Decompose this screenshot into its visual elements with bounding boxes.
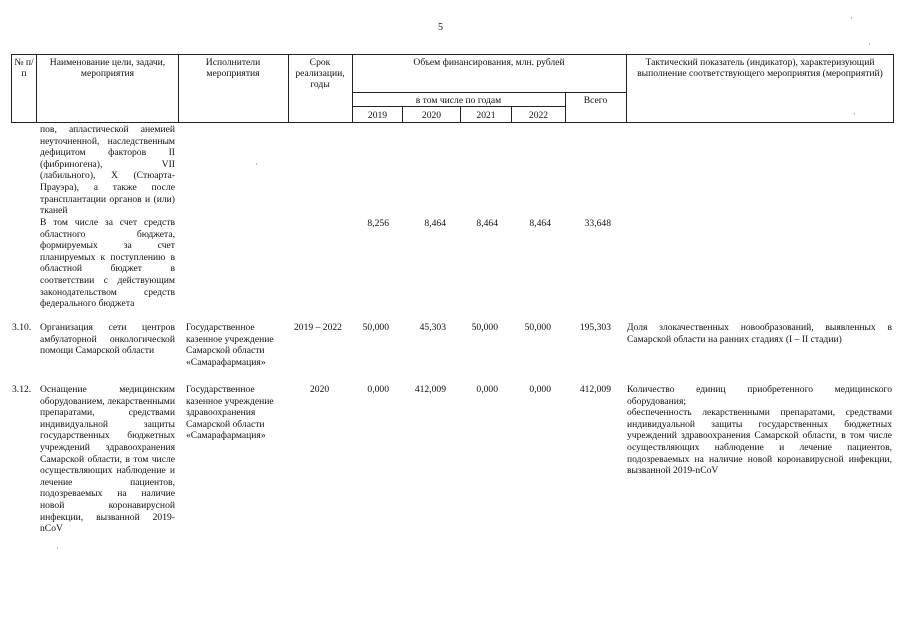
scan-mark: · (255, 160, 258, 169)
row-name: Оснащение медицинским оборудованием, лекарственными препаратами, средствами индивидуальной защиты государственных бюджетных учреждений здравоохранения Самарской области, в том числе осуществляющих наблюдение и лечение пациентов, подозреваемых на наличие новой коронавирусной инфекции, вызванной 2019-nCoV (40, 384, 175, 535)
row-indicator: Доля злокачественных новообразований, выявленных в Самарской области на ранних стадиях (I – II стадии) (627, 322, 892, 345)
divider (565, 92, 566, 123)
scan-mark: · (850, 14, 853, 23)
divider (36, 54, 37, 123)
header-by-years: в том числе по годам (415, 95, 502, 106)
value-2022: 8,464 (529, 218, 551, 229)
value-total: 412,009 (579, 384, 611, 395)
row-indicator (627, 384, 892, 477)
value-2021: 50,000 (471, 322, 498, 333)
value-2022: 0,000 (529, 384, 551, 395)
value-2022: 50,000 (524, 322, 551, 333)
row-term: 2019 – 2022 (294, 322, 342, 333)
header-year: 2020 (421, 110, 442, 121)
header-top-border (11, 54, 894, 55)
divider (288, 54, 289, 123)
value-total: 33,648 (584, 218, 611, 229)
value-2020: 45,303 (419, 322, 446, 333)
header-num: № п/п (14, 57, 34, 79)
page-number: 5 (438, 22, 443, 33)
header-executor: Исполнители мероприятия (205, 57, 261, 79)
value-2019: 8,256 (367, 218, 389, 229)
row-term: 2020 (310, 384, 330, 395)
value-2021: 8,464 (476, 218, 498, 229)
scan-mark: · (868, 40, 871, 49)
row-name: В том числе за счет средств областного бюджета, формируемых за счет планируемых к поступлению в областной бюджет в соответствии с действующим законодательством средств федерального бюджета (40, 217, 175, 310)
value-2020: 412,009 (414, 384, 446, 395)
header-bottom-border (11, 122, 894, 123)
table-header (11, 54, 894, 123)
header-indicator: Тактический показатель (индикатор), характеризующий выполнение соответствующего мероприятия (мероприятий) (637, 57, 883, 79)
indicator-line: обеспеченность лекарственными препаратами, средствами индивидуальной защиты государственных бюджетных учреждений здравоохранения Самарской области, в том числе осуществляющих наблюдение и лечение пациентов, подозреваемых на наличие новой коронавирусной инфекции, вызванной 2019-nCoV (627, 407, 892, 477)
row-executor: Государственное казенное учреждение здравоохранения Самарской области «Самарафармация» (186, 384, 274, 442)
header-term: Срок реализации, годы (295, 57, 345, 90)
value-2021: 0,000 (476, 384, 498, 395)
finance-subheader-line (352, 92, 626, 93)
value-2019: 50,000 (362, 322, 389, 333)
scan-mark: · (853, 110, 856, 119)
row-name: Организация сети центров амбулаторной онкологической помощи Самарской области (40, 322, 175, 357)
header-year: 2019 (367, 110, 388, 121)
indicator-line: Количество единиц приобретенного медицинского оборудования; (627, 384, 892, 407)
header-total: Всего (583, 95, 608, 106)
row-number: 3.10. (12, 322, 32, 333)
value-total: 195,303 (579, 322, 611, 333)
divider (178, 54, 179, 123)
row-number: 3.12. (12, 384, 32, 395)
value-2019: 0,000 (367, 384, 389, 395)
row-name: пов, апластической анемией неуточненной, наследственным дефицитом факторов II (фибриногена), VII (лабильного), X (Стюарта-Прауэра), а также после трансплантации органов и (или) тканей (40, 124, 175, 217)
header-finance: Объем финансирования, млн. рублей (413, 57, 565, 68)
value-2020: 8,464 (424, 218, 446, 229)
divider (893, 54, 894, 123)
years-subheader-line (352, 106, 565, 107)
header-name: Наименование цели, задачи, мероприятия (49, 57, 166, 79)
row-executor: Государственное казенное учреждение Самарской области «Самарафармация» (186, 322, 274, 368)
scan-mark: · (56, 544, 59, 553)
header-year: 2022 (528, 110, 549, 121)
header-year: 2021 (476, 110, 496, 121)
divider (626, 54, 627, 123)
